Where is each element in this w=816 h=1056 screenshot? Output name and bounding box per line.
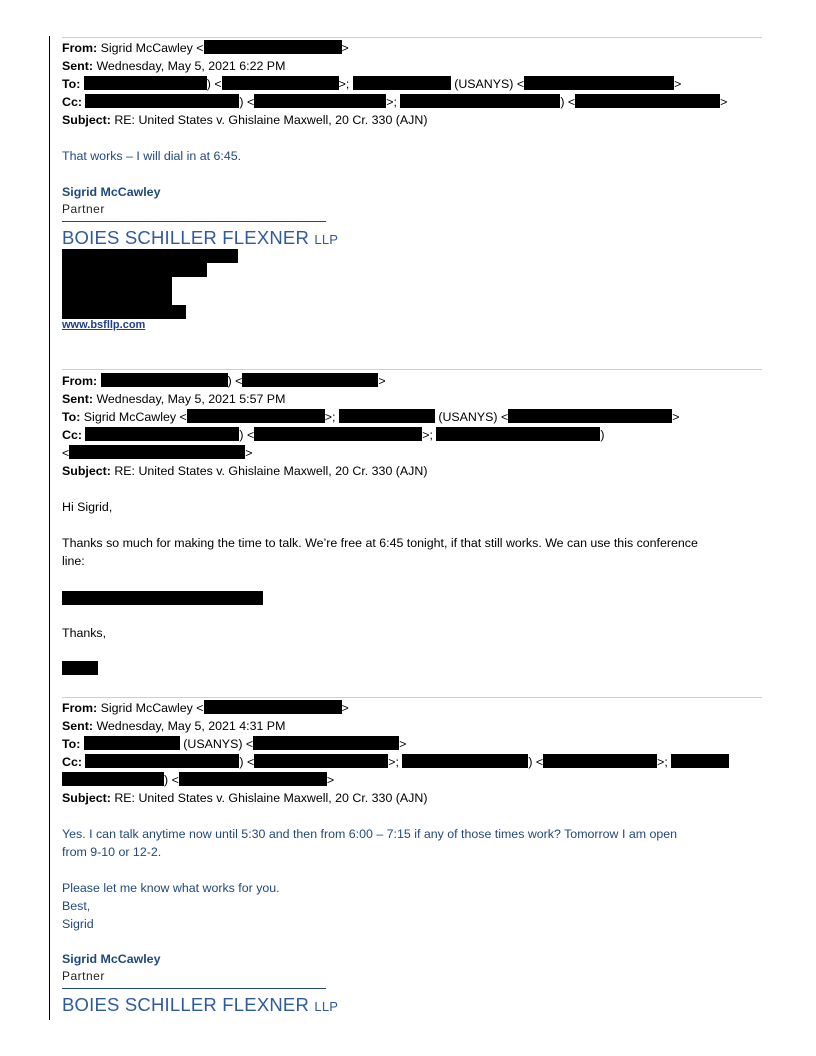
redaction	[254, 754, 388, 768]
redaction	[84, 76, 207, 90]
email1-to-usanys: (USANYS)	[454, 77, 514, 91]
redaction	[524, 76, 674, 90]
cc-label: Cc:	[62, 95, 82, 109]
sent-label: Sent:	[62, 59, 93, 73]
email2-subject-line	[62, 463, 427, 479]
email3-to-line: To: (USANYS) < >	[62, 737, 407, 751]
redaction	[508, 409, 672, 423]
email2-from-line: From: ) < >	[62, 374, 386, 388]
redaction	[85, 94, 239, 108]
email2-sent-line	[62, 391, 285, 407]
firm-name-text: BOIES SCHILLER FLEXNER	[62, 994, 310, 1015]
cc-label: Cc:	[62, 755, 82, 769]
redaction	[62, 591, 263, 605]
email1-from-line: From: Sigrid McCawley < >	[62, 41, 349, 55]
sent-label: Sent:	[62, 719, 93, 733]
email1-subject-line	[62, 112, 427, 128]
to-label: To:	[62, 737, 81, 751]
email3-from-name: Sigrid McCawley	[100, 701, 193, 715]
email1-from-name: Sigrid McCawley	[100, 41, 193, 55]
redaction	[339, 409, 435, 423]
subject-label: Subject:	[62, 791, 111, 805]
email3-firm-name	[62, 994, 338, 1016]
redaction	[62, 305, 186, 319]
email2-subject: RE: United States v. Ghislaine Maxwell, 20 Cr. 330 (AJN)	[114, 464, 428, 478]
to-label: To:	[62, 77, 81, 91]
redaction	[671, 754, 729, 768]
email3-sent-date: Wednesday, May 5, 2021 4:31 PM	[96, 719, 286, 733]
email1-body: That works – I will dial in at 6:45.	[62, 149, 242, 163]
email2-cc-line-cont: < >	[62, 446, 253, 460]
email2-to-line: To: Sigrid McCawley < >; (USANYS) < >	[62, 410, 680, 424]
redaction	[204, 40, 342, 54]
email2-sent-date: Wednesday, May 5, 2021 5:57 PM	[96, 392, 286, 406]
email-separator	[62, 697, 762, 698]
email1-signature-title: Partner	[62, 202, 105, 216]
redaction	[84, 736, 180, 750]
redaction	[62, 263, 207, 277]
email3-sent-line	[62, 718, 285, 734]
email3-body-line4: Best,	[62, 899, 91, 913]
website-link[interactable]: www.bsfllp.com	[62, 319, 146, 331]
email2-cc-line: Cc: ) < >; )	[62, 428, 605, 442]
redaction	[85, 754, 239, 768]
email1-firm-name	[62, 227, 338, 249]
to-label: To:	[62, 410, 81, 424]
email3-body-line3: Please let me know what works for you.	[62, 881, 280, 895]
email1-subject: RE: United States v. Ghislaine Maxwell, 20 Cr. 330 (AJN)	[114, 113, 428, 127]
email1-sent-line	[62, 58, 285, 74]
email3-from-line: From: Sigrid McCawley < >	[62, 701, 349, 715]
email3-signature-title: Partner	[62, 969, 105, 983]
from-label: From:	[62, 41, 98, 55]
sent-label: Sent:	[62, 392, 93, 406]
email3-cc-line-cont: ) < >	[62, 772, 334, 788]
redaction	[253, 736, 399, 750]
redaction	[242, 373, 378, 387]
redaction	[179, 772, 327, 786]
redaction	[85, 427, 239, 441]
email3-subject-line	[62, 790, 427, 806]
redaction	[62, 661, 98, 675]
email2-greeting: Hi Sigrid,	[62, 500, 113, 514]
email3-body-line1: Yes. I can talk anytime now until 5:30 and then from 6:00 – 7:15 if any of those times work? Tomorrow I am open	[62, 827, 678, 841]
signature-rule	[62, 221, 326, 222]
subject-label: Subject:	[62, 464, 111, 478]
email1-to-line: To: ) < >; (USANYS) < >	[62, 77, 682, 91]
signature-rule	[62, 988, 326, 989]
email1-signature-name: Sigrid McCawley	[62, 185, 161, 199]
email-separator	[62, 37, 762, 38]
redaction	[436, 427, 600, 441]
email2-to-usanys: (USANYS)	[438, 410, 498, 424]
redaction	[62, 291, 172, 305]
redaction	[62, 772, 164, 786]
email3-subject: RE: United States v. Ghislaine Maxwell, 20 Cr. 330 (AJN)	[114, 791, 428, 805]
redaction	[254, 94, 386, 108]
from-label: From:	[62, 374, 98, 388]
redaction	[62, 249, 238, 263]
subject-label: Subject:	[62, 113, 111, 127]
email-separator	[62, 369, 762, 370]
email1-sent-date: Wednesday, May 5, 2021 6:22 PM	[96, 59, 286, 73]
firm-suffix: LLP	[314, 232, 339, 247]
email3-body-line5: Sigrid	[62, 917, 94, 931]
email2-body-line1: Thanks so much for making the time to talk. We’re free at 6:45 tonight, if that still works. We can use this conference	[62, 536, 698, 550]
redaction	[187, 409, 325, 423]
redaction	[353, 76, 451, 90]
from-label: From:	[62, 701, 98, 715]
email3-body-line2: from 9-10 or 12-2.	[62, 845, 162, 859]
redaction	[400, 94, 560, 108]
redaction	[254, 427, 422, 441]
redaction	[204, 700, 342, 714]
left-margin-rule	[49, 36, 50, 1020]
email3-cc-line: Cc: ) < >; ) < >;	[62, 754, 729, 770]
email3-signature-name: Sigrid McCawley	[62, 952, 161, 966]
email2-closing: Thanks,	[62, 626, 107, 640]
email1-cc-line: Cc: ) < >; ) < >	[62, 95, 728, 109]
firm-suffix: LLP	[314, 999, 339, 1014]
firm-name-text: BOIES SCHILLER FLEXNER	[62, 227, 310, 248]
email3-to-usanys: (USANYS)	[183, 737, 243, 751]
redaction	[402, 754, 528, 768]
email2-to-name: Sigrid McCawley	[83, 410, 177, 424]
redaction	[69, 445, 245, 459]
redaction	[62, 277, 172, 291]
redaction	[101, 373, 228, 387]
redaction	[575, 94, 720, 108]
redaction	[222, 76, 339, 90]
email2-body-line2: line:	[62, 554, 85, 568]
cc-label: Cc:	[62, 428, 82, 442]
redaction	[543, 754, 657, 768]
